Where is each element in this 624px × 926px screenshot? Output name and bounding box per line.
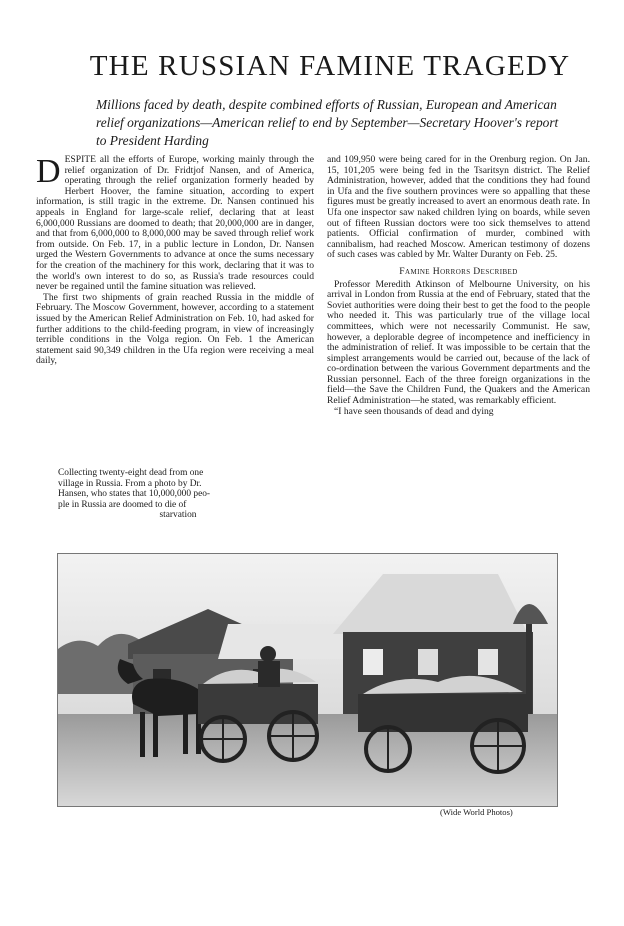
left-paragraph: [36, 155, 314, 293]
section-subhead: [327, 267, 590, 278]
article-subtitle: Millions faced by death, despite combined efforts of Russian, European and American relief organizations—American relief to end by September—Secretary Hoover's report to President Harding: [96, 97, 559, 148]
drop-cap: D: [36, 153, 61, 190]
caption-line: starvation: [159, 510, 197, 521]
caption-line: Collecting twenty-eight dead from one: [58, 468, 204, 478]
right-column: [327, 155, 590, 417]
subhead-text: Famine Horrors Described: [399, 265, 518, 277]
photo-credit: (Wide World Photos): [440, 807, 513, 817]
right-paragraph: “I have seen thousands of dead and dying: [334, 405, 494, 417]
left-column: [36, 155, 314, 367]
left-paragraph: The first two shipments of grain reached Russia in the middle of February. The Moscow Government, however, according to a statement issued by the American Relief Administration on Feb. 10, had asked for further additions to the child-feeding program, in view of increasingly terrible conditions in the Volga region. On Feb. 1 the American statement said 90,349 children in the Ufa region were receiving a meal daily,: [36, 291, 314, 367]
famine-photo: [57, 553, 558, 807]
caption-line: Hansen, who states that 10,000,000 peo-: [58, 489, 211, 500]
right-paragraph: and 109,950 were being cared for in the Orenburg region. On Jan. 15, 101,205 were being fed in the Tsaritsyn district. The Relief Administration, however, added that the conditions they had found in Ufa and the five southern provinces were so appalling that these figures must be greatly increased to avert an enormous death rate. In Ufa one inspector saw naked children lying on boards, while seven out of fifteen Russian doctors were too sick themselves to attend patients. Official confirmation of murder, combined with cannibalism, had reached Moscow. American testimony of dozens of such cases was cabled by Mr. Walter Duranty on Feb. 25.: [327, 154, 590, 261]
wagons-photo-image: [58, 554, 557, 806]
photo-caption: [58, 468, 298, 521]
caption-line: ple in Russia are doomed to die of: [58, 499, 187, 510]
left-paragraph-text: ESPITE all the efforts of Europe, working mainly through the relief organization of Dr. Fridtjof Nansen, and of America, operating through the relief organization formerly headed by Herbert Hoover, the famine situation, according to expert information, is still tragic in the extreme. Dr. Nansen continued his appeals in England for large-scale relief, declaring that at least 6,000,000 Russians are doomed to death; that 20,000,000 are in danger, and that from 6,000,000 to 8,000,000 may be saved through relief work from outside. On Feb. 17, in a public lecture in London, Dr. Nansen urged the Western Governments to advance at once the sums necessary for the creation of the machinery for this work, declaring that it was to the world's own interest to do so, as Russia's trade resources could never be regained until the famine situation was relieved.: [36, 154, 314, 293]
caption-line: village in Russia. From a photo by Dr.: [58, 478, 202, 489]
right-paragraph: Professor Meredith Atkinson of Melbourne University, on his arrival in London from Russia at the end of February, stated that the Soviet authorities were doing their best to get the food to the people who needed it. This was particularly true of the village local committees, which were not necessarily Communist. He saw, however, a deplorable degree of incompetence and inefficiency in the administration of relief. It was impossible to be certain that the simplest arrangements would be carried out, because of the lack of co-ordination between the various Government departments and the Russian personnel. Each of the three foreign organizations in the field—the Save the Children Fund, the Quakers and the American Relief Administration—he stated, was remarkably efficient.: [327, 278, 590, 407]
article-title: THE RUSSIAN FAMINE TRAGEDY: [89, 50, 571, 82]
